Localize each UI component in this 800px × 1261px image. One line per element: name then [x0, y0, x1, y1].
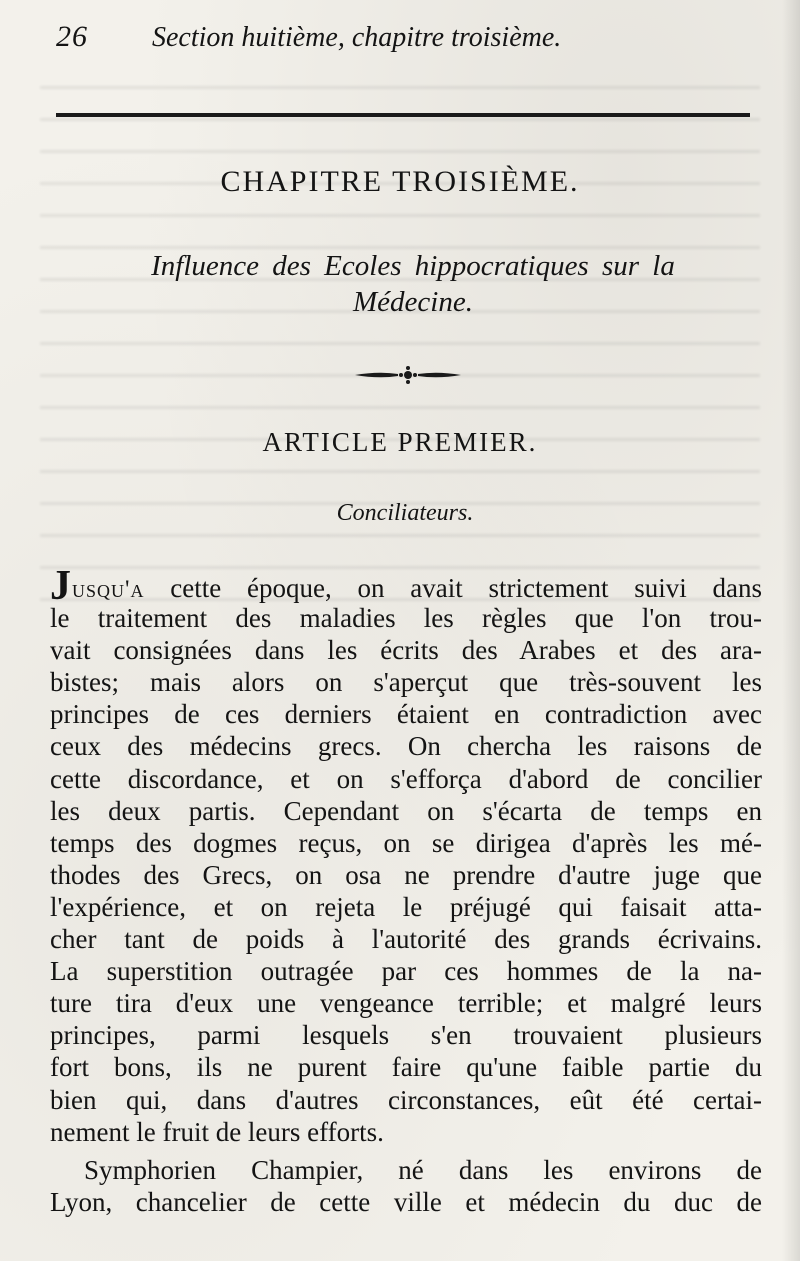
paragraph-1-line: thodes des Grecs, on osa ne prendre d'autre juge que	[50, 859, 762, 890]
running-title: Section huitième, chapitre troisième.	[152, 22, 562, 53]
paragraph-1-line: cette discordance, et on s'efforça d'abord de concilier	[50, 763, 762, 794]
article-heading: ARTICLE PREMIER.	[262, 427, 538, 457]
paragraph-1-line: fort bons, ils ne purent faire qu'une faible partie du	[50, 1052, 762, 1083]
paragraph-2-line: Lyon, chancelier de cette ville et médecin du duc de	[50, 1186, 762, 1217]
ornament-divider-icon	[353, 363, 463, 387]
paragraph-1-line: cher tant de poids à l'autorité des grands écrivains.	[50, 924, 762, 955]
paragraph-2-line: Symphorien Champier, né dans les environs de	[84, 1154, 762, 1185]
paragraph-1-line: le traitement des maladies les règles que l'on trou-	[50, 603, 762, 634]
paragraph-1-line: principes, parmi lesquels s'en trouvaient plusieurs	[50, 1020, 762, 1051]
header-rule	[56, 113, 750, 117]
paragraph-1-line: ture tira d'eux une vengeance terrible; et malgré leurs	[50, 988, 762, 1019]
paragraph-1-line-1	[50, 563, 762, 609]
show-through-texture	[40, 60, 760, 620]
chapter-subtitle-line-2: Médecine.	[353, 286, 473, 318]
drop-cap: J	[50, 563, 71, 609]
paragraph-1-line: nement le fruit de leurs efforts.	[50, 1116, 384, 1147]
paragraph-1-line: l'expérience, et on rejeta le préjugé qui faisait atta-	[50, 891, 762, 922]
chapter-heading: CHAPITRE TROISIÈME.	[220, 165, 580, 198]
small-caps-opening: usqu'a	[72, 576, 145, 603]
paragraph-1-line: temps des dogmes reçus, on se dirigea d'après les mé-	[50, 827, 762, 858]
chapter-subtitle-line-1: Influence des Ecoles hippocratiques sur la	[151, 250, 675, 282]
paragraph-1-line: La superstition outragée par ces hommes de la na-	[50, 956, 762, 987]
paragraph-1-line: bistes; mais alors on s'aperçut que très-souvent les	[50, 667, 762, 698]
paragraph-1-line: principes de ces derniers étaient en contradiction avec	[50, 699, 762, 730]
body-text	[50, 563, 762, 1218]
chapter-subtitle	[70, 248, 756, 320]
paragraph-1-line: bien qui, dans d'autres circonstances, eût été certai-	[50, 1084, 762, 1115]
paragraph-1-line: les deux partis. Cependant on s'écarta de temps en	[50, 795, 762, 826]
paragraph-1-line: vait consignées dans les écrits des Arabes et des ara-	[50, 635, 762, 666]
running-head	[56, 18, 756, 58]
page-number: 26	[56, 20, 88, 53]
paragraph-1-line-1-text: cette époque, on avait strictement suivi dans	[144, 573, 762, 603]
section-label: Conciliateurs.	[336, 500, 474, 526]
paragraph-1-line: ceux des médecins grecs. On chercha les raisons de	[50, 731, 762, 762]
